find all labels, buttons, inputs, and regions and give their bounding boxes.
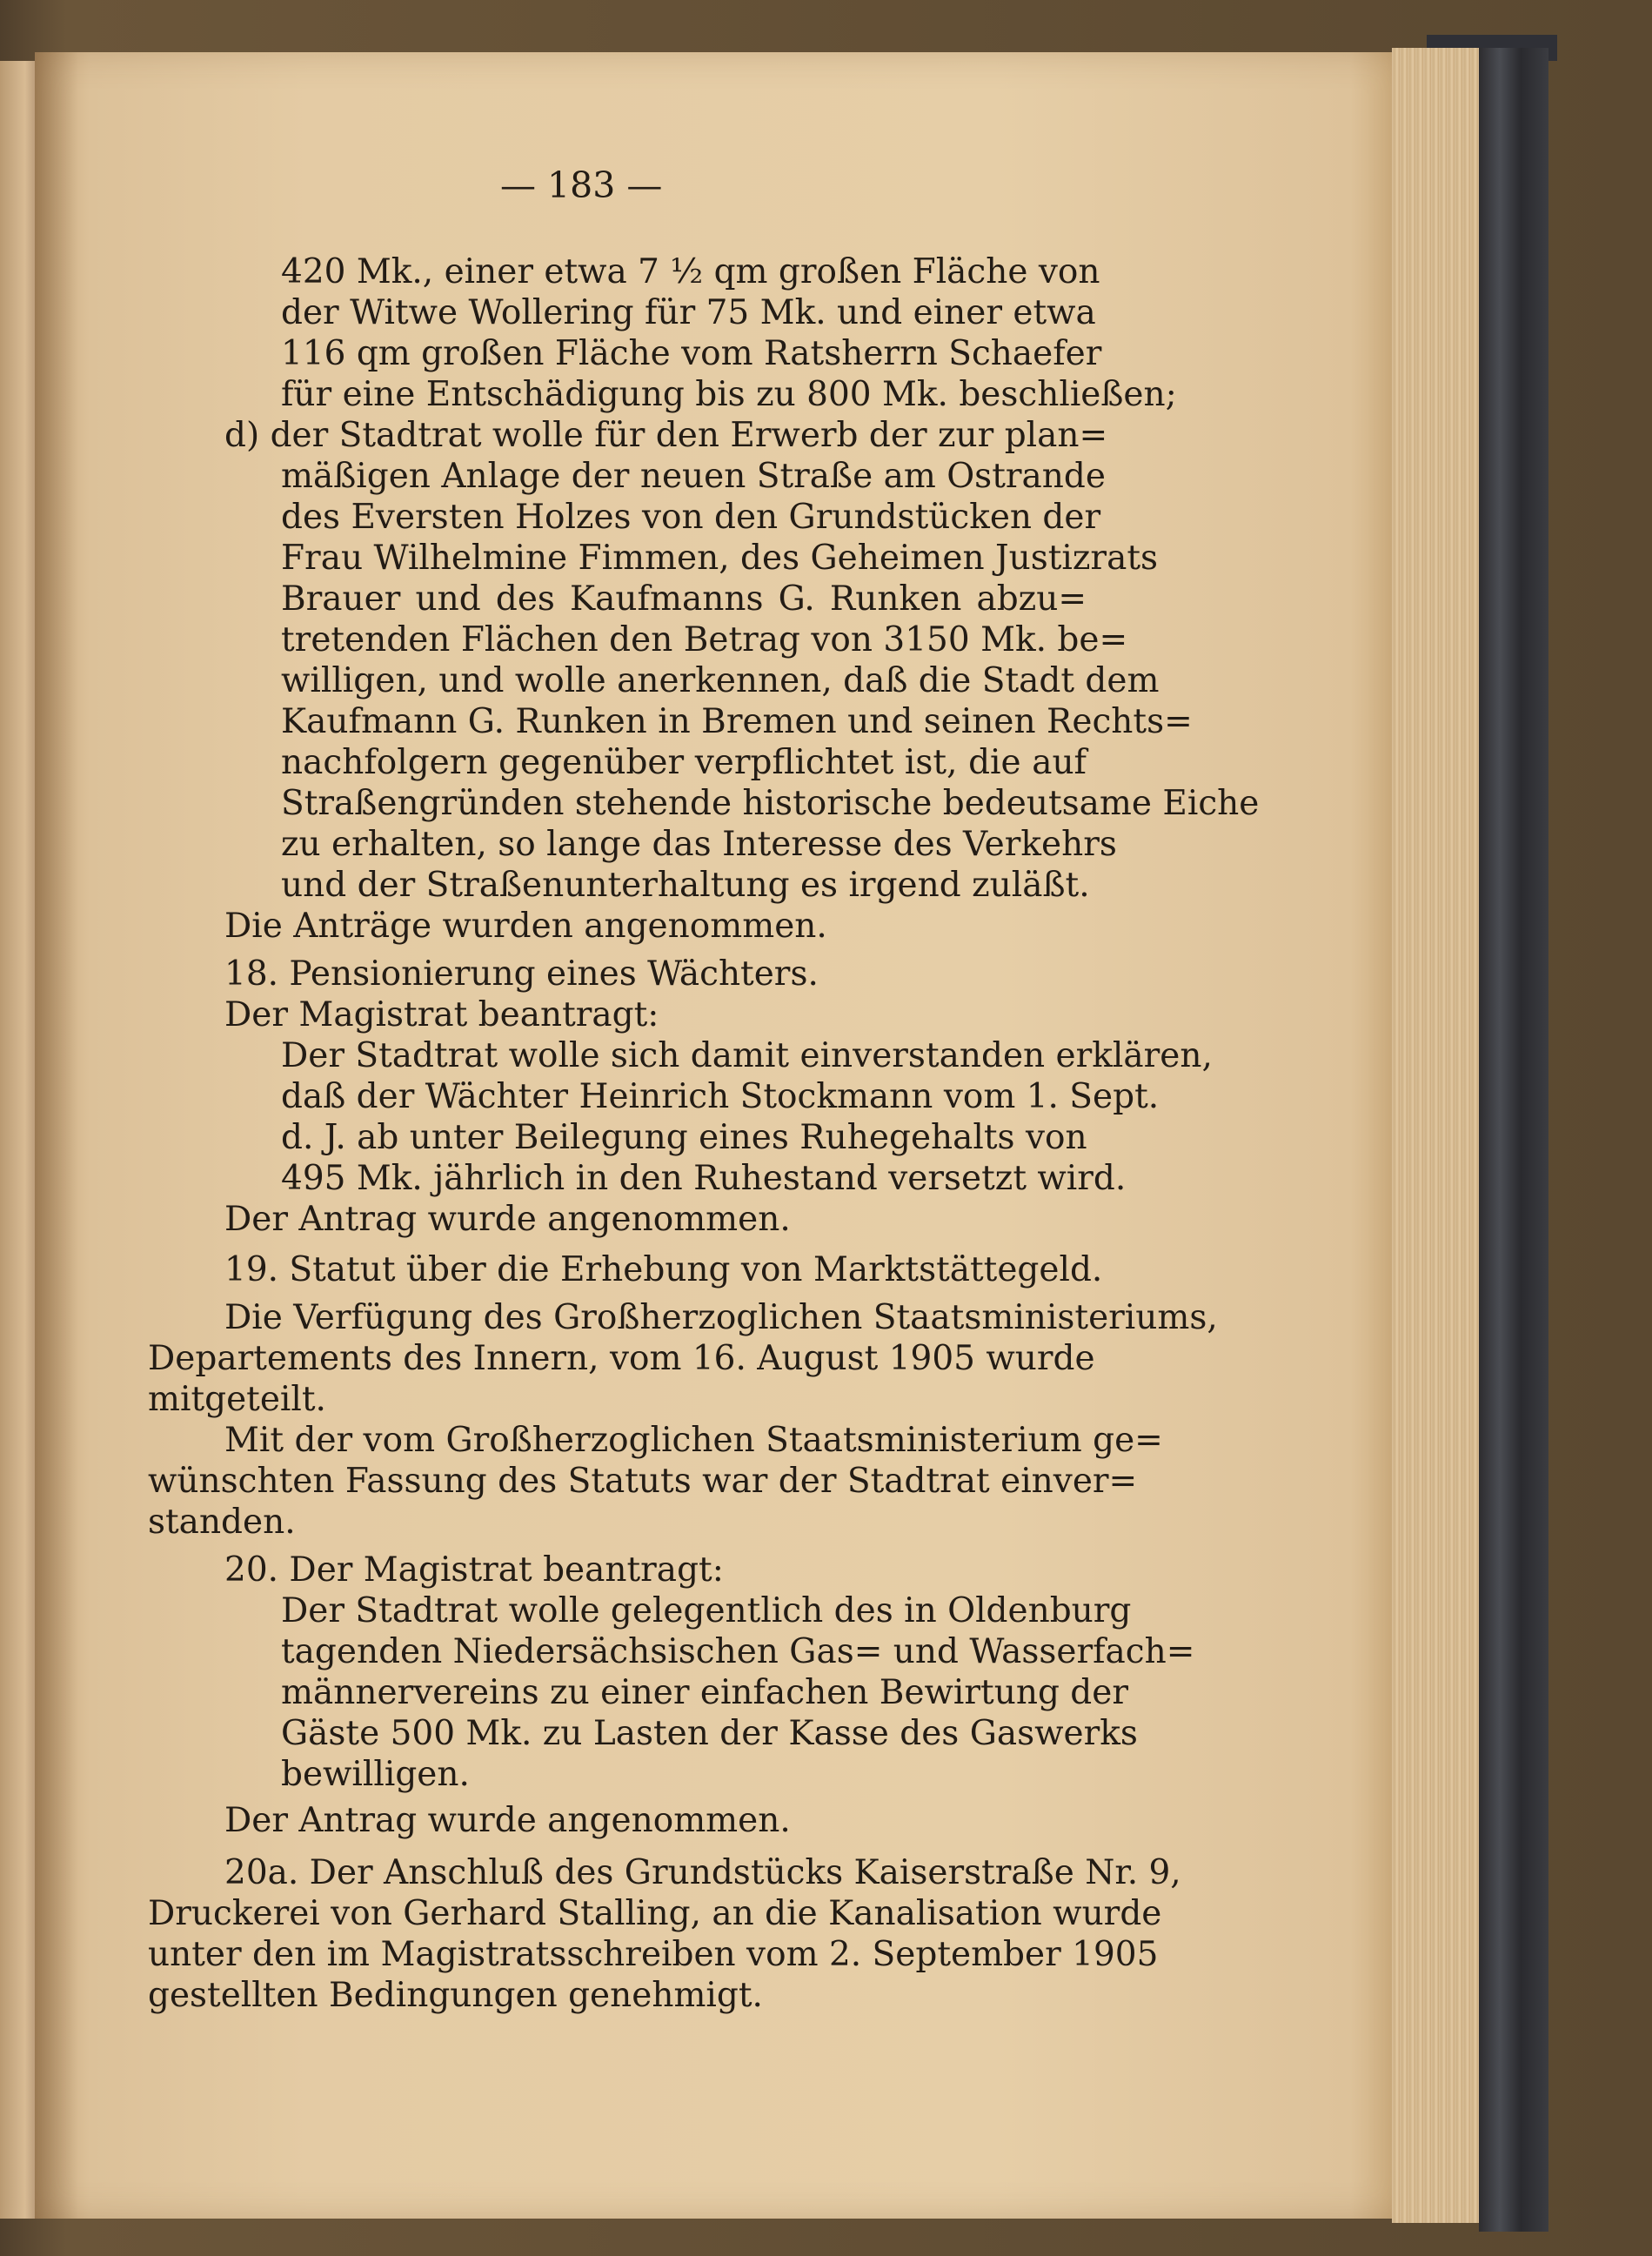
text-line: zu erhalten, so lange das Interesse des Verkehrs xyxy=(281,825,1117,864)
text-line: 495 Mk. jährlich in den Ruhestand versetzt wird. xyxy=(281,1159,1127,1198)
text-line: Der Magistrat beantragt: xyxy=(224,995,659,1034)
list-item-d: d) der Stadtrat wolle für den Erwerb der zur plan= xyxy=(224,416,1108,455)
text-line: Departements des Innern, vom 16. August 1905 wurde xyxy=(148,1339,1095,1378)
text-line: Gäste 500 Mk. zu Lasten der Kasse des Gaswerks xyxy=(281,1714,1138,1753)
text-line: Der Stadtrat wolle gelegentlich des in Oldenburg xyxy=(281,1591,1132,1630)
section-heading-19: 19. Statut über die Erhebung von Marktstättegeld. xyxy=(224,1250,1103,1289)
text-line: Frau Wilhelmine Fimmen, des Geheimen Justizrats xyxy=(281,539,1159,578)
text-line: Der Stadtrat wolle sich damit einverstanden erklären, xyxy=(281,1036,1213,1075)
text-line: Mit der vom Großherzoglichen Staatsministerium ge= xyxy=(224,1421,1163,1460)
text-line: bewilligen. xyxy=(281,1755,470,1794)
text-line: des Eversten Holzes von den Grundstücken der xyxy=(281,498,1101,537)
section-heading-18: 18. Pensionierung eines Wächters. xyxy=(224,954,819,994)
text-line: mitgeteilt. xyxy=(148,1380,326,1419)
page-gutter-shadow xyxy=(35,52,78,2219)
text-line: tretenden Flächen den Betrag von 3150 Mk. be= xyxy=(281,620,1128,659)
text-line: tagenden Niedersächsischen Gas= und Wasserfach= xyxy=(281,1632,1195,1671)
text-line: Kaufmann G. Runken in Bremen und seinen Rechts= xyxy=(281,702,1193,741)
text-line: wünschten Fassung des Statuts war der Stadtrat einver= xyxy=(148,1462,1138,1501)
text-line: der Witwe Wollering für 75 Mk. und einer etwa xyxy=(281,293,1096,332)
text-line: für eine Entschädigung bis zu 800 Mk. beschließen; xyxy=(281,375,1177,414)
text-line: standen. xyxy=(148,1503,296,1542)
text-line: und der Straßenunterhaltung es irgend zuläßt. xyxy=(281,866,1090,905)
text-line: gestellten Bedingungen genehmigt. xyxy=(148,1976,763,2015)
result-line: Die Anträge wurden angenommen. xyxy=(224,907,827,946)
result-line: Der Antrag wurde angenommen. xyxy=(224,1801,791,1840)
text-line: mäßigen Anlage der neuen Straße am Ostrande xyxy=(281,457,1106,496)
section-heading-20a: 20a. Der Anschluß des Grundstücks Kaiserstraße Nr. 9, xyxy=(224,1853,1181,1892)
text-line: d. J. ab unter Beilegung eines Ruhegehalts von xyxy=(281,1118,1087,1157)
text-line: 420 Mk., einer etwa 7 ½ qm großen Fläche von xyxy=(281,252,1100,291)
text-line: Brauer und des Kaufmanns G. Runken abzu= xyxy=(281,579,1087,619)
book-cover-spine xyxy=(1479,48,1548,2232)
text-line: willigen, und wolle anerkennen, daß die Stadt dem xyxy=(281,661,1160,700)
text-line: unter den im Magistratsschreiben vom 2. September 1905 xyxy=(148,1935,1159,1974)
text-line: daß der Wächter Heinrich Stockmann vom 1. Sept. xyxy=(281,1077,1160,1116)
text-line: Straßengründen stehende historische bedeutsame Eiche xyxy=(281,784,1260,823)
text-line: männervereins zu einer einfachen Bewirtung der xyxy=(281,1673,1128,1712)
text-line: 116 qm großen Fläche vom Ratsherrn Schaefer xyxy=(281,334,1102,373)
page-number: — 183 — xyxy=(500,164,663,206)
text-line: nachfolgern gegenüber verpflichtet ist, die auf xyxy=(281,743,1087,782)
text-line: Die Verfügung des Großherzoglichen Staatsministeriums, xyxy=(224,1298,1218,1337)
result-line: Der Antrag wurde angenommen. xyxy=(224,1200,791,1239)
text-line: Druckerei von Gerhard Stalling, an die Kanalisation wurde xyxy=(148,1894,1162,1933)
page-stack-edges xyxy=(1392,48,1485,2223)
section-heading-20: 20. Der Magistrat beantragt: xyxy=(224,1550,724,1590)
